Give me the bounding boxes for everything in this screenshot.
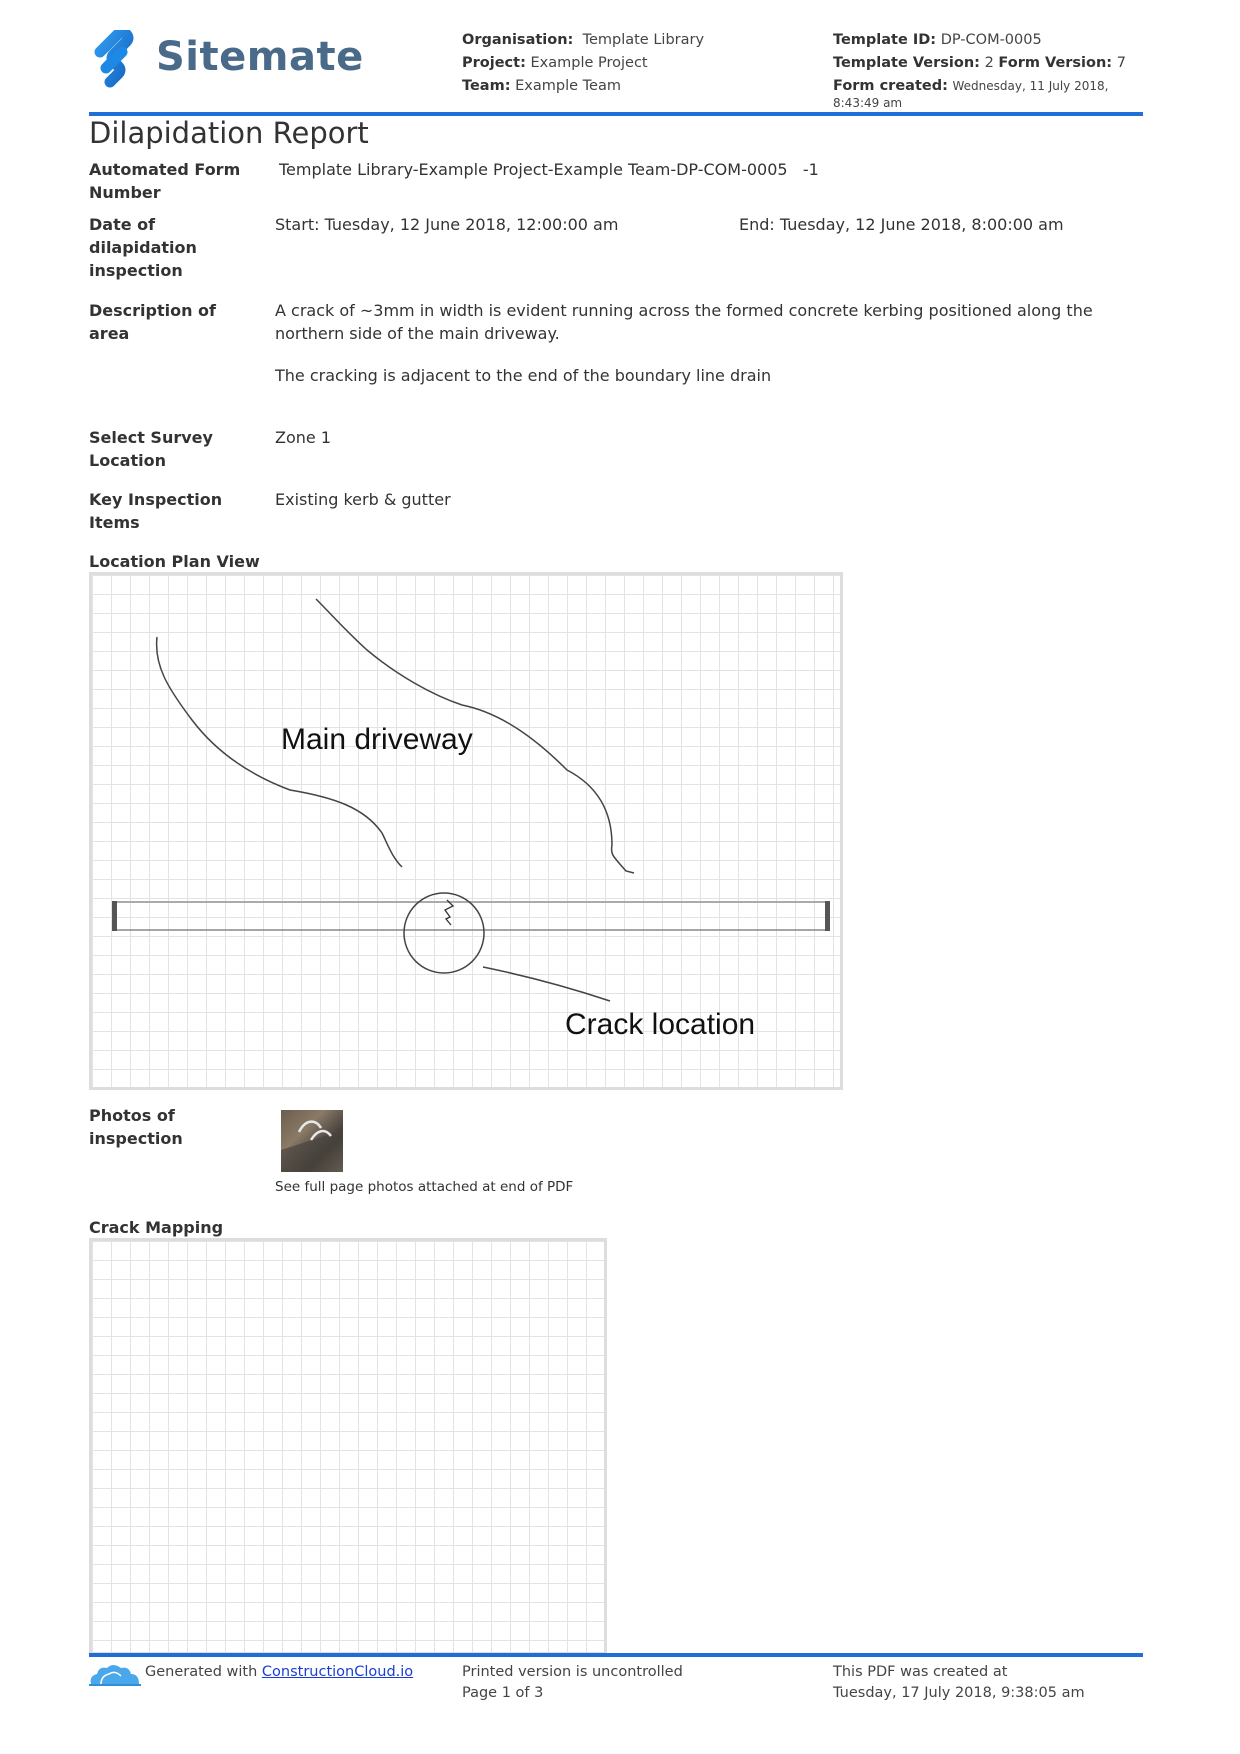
inspection-photo-thumbnail[interactable] bbox=[281, 1110, 343, 1172]
project-value: Example Project bbox=[530, 55, 648, 71]
inspection-end-date: End: Tuesday, 12 June 2018, 8:00:00 am bbox=[739, 215, 1064, 234]
photos-note: See full page photos attached at end of PDF bbox=[275, 1179, 574, 1195]
cloud-icon bbox=[89, 1662, 141, 1686]
description-text bbox=[275, 299, 1135, 387]
template-id-line: Template ID: DP-COM-0005 bbox=[833, 32, 1042, 48]
uncontrolled-notice: Printed version is uncontrolled bbox=[462, 1664, 683, 1680]
form-number-label: Automated Form Number bbox=[89, 160, 241, 202]
header-org-info bbox=[462, 29, 792, 98]
organisation-line: Organisation: Template Library bbox=[462, 32, 705, 48]
company-logo bbox=[90, 28, 364, 92]
inspection-start-date: Start: Tuesday, 12 June 2018, 12:00:00 am bbox=[275, 215, 619, 234]
template-id-value: DP-COM-0005 bbox=[940, 32, 1042, 48]
template-version-line: Template Version: 2 Form Version: 7 bbox=[833, 55, 1126, 71]
sitemate-logo-icon bbox=[92, 30, 140, 90]
annotation-main-driveway: Main driveway bbox=[281, 723, 473, 756]
template-version-value: 2 bbox=[984, 55, 994, 71]
kerb-right-end bbox=[825, 901, 830, 931]
description-paragraph-2: The cracking is adjacent to the end of the boundary line drain bbox=[275, 366, 772, 385]
page-title: Dilapidation Report bbox=[89, 116, 369, 150]
form-created-line: Form created: Wednesday, 11 July 2018, 8:43:49 am bbox=[833, 78, 1109, 110]
header-template-info bbox=[833, 29, 1143, 112]
footer-divider bbox=[89, 1653, 1143, 1657]
crack-pointer-line bbox=[483, 967, 610, 1001]
location-plan-sketch bbox=[89, 572, 843, 1090]
crack-circle bbox=[404, 893, 484, 973]
inspection-date-label: Date of dilapidation inspection bbox=[89, 215, 197, 280]
pdf-created-label: This PDF was created at bbox=[833, 1664, 1008, 1680]
annotation-crack-location: Crack location bbox=[565, 1008, 756, 1041]
construction-cloud-link[interactable]: ConstructionCloud.io bbox=[261, 1664, 414, 1680]
photos-label: Photos of inspection bbox=[89, 1106, 183, 1148]
organisation-value: Template Library bbox=[582, 32, 705, 48]
form-number-value: Template Library-Example Project-Example Team-DP-COM-0005 -1 bbox=[279, 160, 819, 179]
logo-wordmark: Sitemate bbox=[156, 34, 364, 80]
crack-mapping-heading: Crack Mapping bbox=[89, 1218, 224, 1237]
pdf-created-date: Tuesday, 17 July 2018, 9:38:05 am bbox=[833, 1685, 1085, 1701]
description-paragraph-1: A crack of ~3mm in width is evident running across the formed concrete kerbing positioned along the northern side of the main driveway. bbox=[275, 301, 1093, 343]
construction-cloud-logo bbox=[89, 1662, 141, 1686]
key-items-label: Key Inspection Items bbox=[89, 490, 223, 532]
location-plan-heading: Location Plan View bbox=[89, 552, 260, 571]
footer-created-info bbox=[833, 1662, 1085, 1704]
crack-mark bbox=[445, 900, 453, 925]
photo-icon bbox=[281, 1110, 343, 1172]
form-version-value: 7 bbox=[1116, 55, 1126, 71]
footer-print-info bbox=[462, 1662, 683, 1704]
key-items-value: Existing kerb & gutter bbox=[275, 490, 451, 509]
description-label: Description of area bbox=[89, 301, 217, 343]
team-value: Example Team bbox=[515, 78, 621, 94]
survey-location-label: Select Survey Location bbox=[89, 428, 213, 470]
crack-mapping-grid[interactable] bbox=[89, 1238, 607, 1655]
page-number: Page 1 of 3 bbox=[462, 1685, 544, 1701]
team-line: Team: Example Team bbox=[462, 78, 621, 94]
survey-location-value: Zone 1 bbox=[275, 428, 331, 447]
form-created-value: Wednesday, 11 July 2018, 8:43:49 am bbox=[833, 79, 1109, 110]
kerb-left-end bbox=[112, 901, 117, 931]
project-line: Project: Example Project bbox=[462, 55, 648, 71]
generated-with: Generated with ConstructionCloud.io bbox=[145, 1664, 414, 1680]
